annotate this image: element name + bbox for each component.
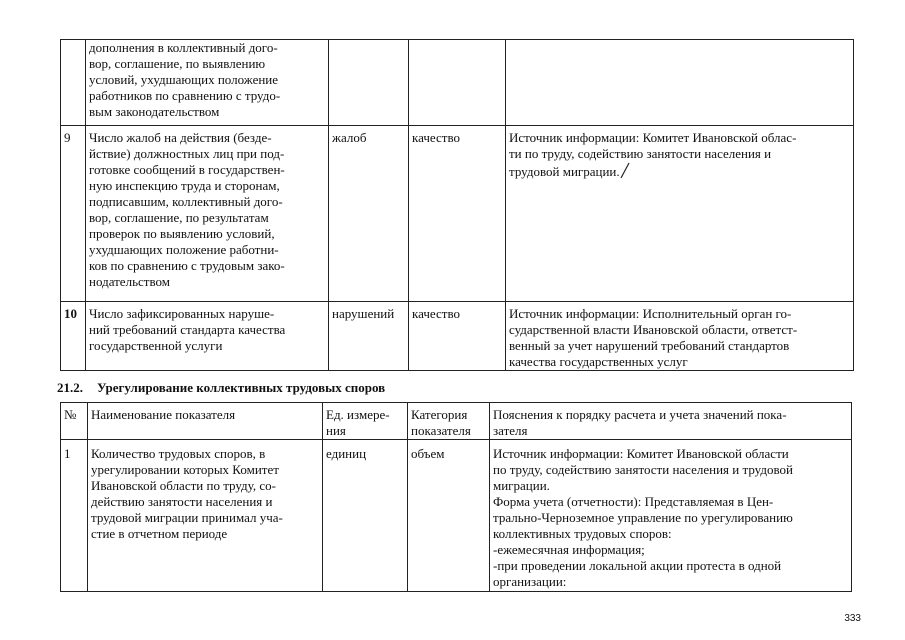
unit-cell: нарушений <box>329 302 409 371</box>
category-cell: качество <box>409 302 506 371</box>
header-number: № <box>61 403 88 440</box>
category-cell: объем <box>408 440 490 592</box>
notes-cell <box>506 126 854 302</box>
table-row <box>61 440 852 592</box>
table-row <box>61 126 854 302</box>
header-unit: Ед. измере- ния <box>323 403 408 440</box>
page-number: 333 <box>844 613 861 624</box>
table-row <box>61 40 854 126</box>
row-number: 9 <box>61 126 86 302</box>
row-number: 10 <box>61 302 86 371</box>
pen-mark-icon <box>620 162 630 180</box>
row-number <box>61 40 86 126</box>
indicator-name: Число зафиксированных наруше- ний требований стандарта качества государственной услуги <box>86 302 329 371</box>
header-notes: Пояснения к порядку расчета и учета значений пока- зателя <box>490 403 852 440</box>
indicator-name: дополнения в коллективный дого- вор, соглашение, по выявлению условий, ухудшающих положение работников по сравнению с трудо- вым законодательством <box>86 40 329 126</box>
table-row <box>61 302 854 371</box>
unit-cell <box>329 40 409 126</box>
category-cell: качество <box>409 126 506 302</box>
header-name: Наименование показателя <box>88 403 323 440</box>
notes-text: Источник информации: Комитет Ивановской облас- ти по труду, содействию занятости населения и трудовой миграции. <box>509 130 797 179</box>
section-number: 21.2. <box>57 380 83 395</box>
table-header-row <box>61 403 852 440</box>
indicator-name: Количество трудовых споров, в урегулировании которых Комитет Ивановской области по труду, со- действию занятости населения и трудовой миграции принимал уча- стие в отчетном периоде <box>88 440 323 592</box>
indicators-table-continued <box>60 39 854 371</box>
section-title: Урегулирование коллективных трудовых споров <box>97 380 386 395</box>
header-category: Категория показателя <box>408 403 490 440</box>
indicator-name: Число жалоб на действия (безде- йствие) должностных лиц при под- готовке сообщений в государствен- ную инспекцию труда и сторонам, подписавшим, коллективный дого- вор, соглашение, по результатам проверок по выявлению условий, ухудшающих положение работни- ков по сравнению с трудовым зако- нодательством <box>86 126 329 302</box>
notes-cell: Источник информации: Исполнительный орган го- сударственной власти Ивановской области, ответст- венный за учет нарушений требований стандартов качества государственных услуг <box>506 302 854 371</box>
row-number: 1 <box>61 440 88 592</box>
section-heading <box>57 380 385 396</box>
category-cell <box>409 40 506 126</box>
disputes-table <box>60 402 852 592</box>
unit-cell: жалоб <box>329 126 409 302</box>
notes-cell <box>506 40 854 126</box>
unit-cell: единиц <box>323 440 408 592</box>
notes-cell: Источник информации: Комитет Ивановской области по труду, содействию занятости населения и трудовой миграции. Форма учета (отчетности): Представляемая в Цен- трально-Черноземное управление по урегулированию коллективных трудовых споров: -ежемесячная информация; -при проведении локальной акции протеста в одной организации: <box>490 440 852 592</box>
